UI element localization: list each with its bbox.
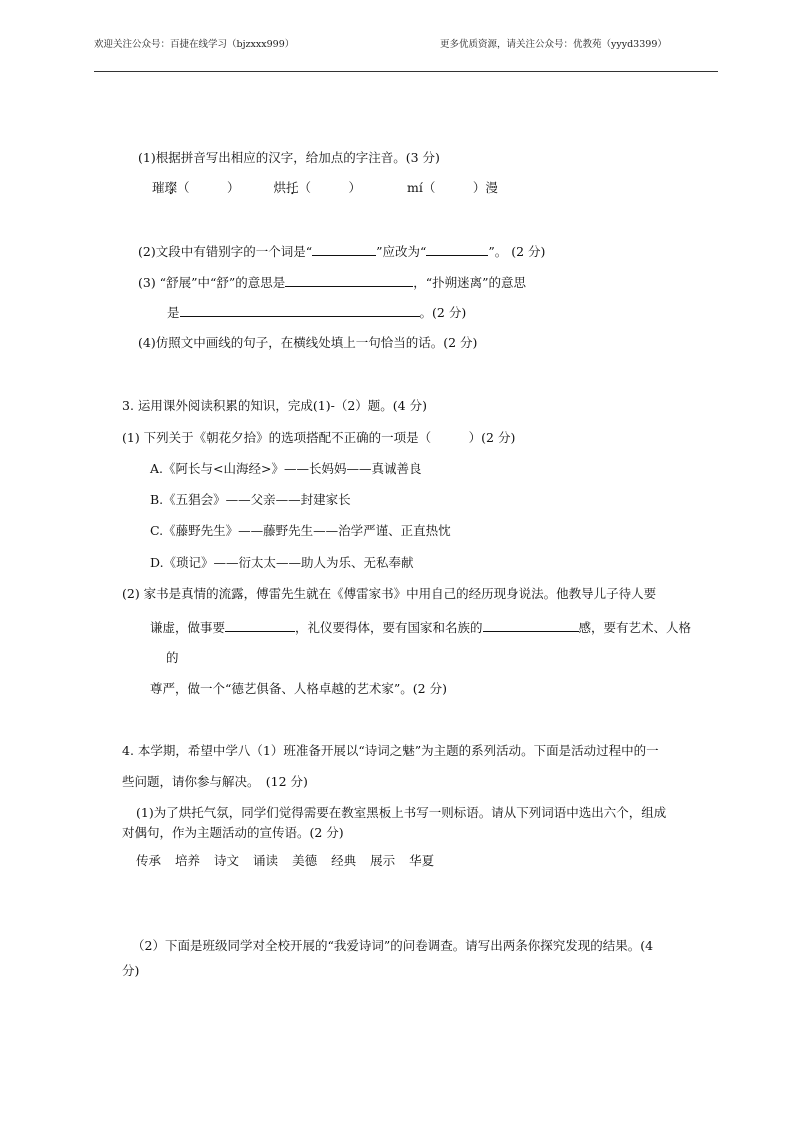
word-item: 华夏 — [409, 853, 435, 868]
word-item: 诵读 — [253, 853, 279, 868]
q2-sub3-text-d: 。(2 分) — [419, 305, 467, 320]
q2-sub1: (1)根据拼音写出相应的汉字，给加点的字注音。(3 分) — [138, 150, 440, 165]
q3-option-b: B.《五猖会》——父亲——封建家长 — [150, 492, 351, 507]
q2-sub3-text-b: ，“扑朔迷离”的意思 — [413, 275, 527, 290]
q3-part2-line4: 尊严，做一个“德艺俱备、人格卓越的艺术家”。(2 分) — [150, 681, 447, 696]
q2-sub2 — [138, 242, 545, 260]
q3-part2-text-c: 感，要有艺术、人格 — [578, 620, 692, 635]
q3-stem: 3. 运用课外阅读积累的知识，完成(1)-（2）题。(4 分) — [122, 398, 427, 413]
word-item: 美德 — [292, 853, 318, 868]
char-cui: 璀 — [152, 180, 165, 195]
blank-work-attitude[interactable] — [225, 618, 295, 632]
q3-option-c: C.《藤野先生》——藤野先生——治学严谨、正直热忱 — [150, 523, 451, 538]
q3-part2-line2 — [150, 618, 691, 636]
word-item: 培养 — [175, 853, 201, 868]
q3-part1: (1) 下列关于《朝花夕拾》的选项搭配不正确的一项是（ ）(2 分) — [122, 430, 516, 445]
q3-option-a: A.《阿长与<山海经>》——长妈妈——真诚善良 — [150, 461, 422, 476]
answer-paren-2: （ ） — [298, 180, 362, 195]
q4-sub2-line1: （2）下面是班级同学对全校开展的“我爱诗词”的问卷调查。请写出两条你探究发现的结果。(4 — [132, 938, 654, 953]
q2-sub3-line2 — [167, 303, 466, 321]
q2-sub3-text-a: (3) “舒展”中“舒”的意思是 — [138, 275, 286, 290]
q2-sub3-text-c: 是 — [167, 305, 180, 320]
q4-sub1-line1: (1)为了烘托气氛，同学们觉得需要在教室黑板上书写一则标语。请从下列词语中选出六个，组成 — [136, 805, 667, 820]
word-item: 传承 — [136, 853, 162, 868]
word-item: 诗文 — [214, 853, 240, 868]
q3-part2-line3: 的 — [166, 650, 179, 665]
q2-sub2-text-c: ”。 (2 分) — [488, 244, 546, 259]
q2-sub2-text-b: ”应改为“ — [376, 244, 427, 259]
q2-sub3-line1 — [138, 273, 526, 291]
header-left-text: 欢迎关注公众号：百捷在线学习（bjzxxx999） — [94, 39, 295, 50]
blank-national-sense[interactable] — [483, 618, 579, 632]
q3-option-d: D.《琐记》——衍太太——助人为乐、无私奉献 — [150, 555, 414, 570]
char-hong: 烘 — [273, 180, 287, 195]
blank-shu-meaning[interactable] — [285, 273, 413, 287]
char-can-dotted: 璨 — [164, 180, 178, 195]
q2-sub2-text-a: (2)文段中有错别字的一个词是“ — [138, 244, 313, 259]
q2-sub4: (4)仿照文中画线的句子，在横线处填上一句恰当的话。(2 分) — [138, 335, 478, 350]
q2-sub1-items — [152, 180, 498, 196]
q4-stem-line2: 些问题，请你参与解决。 (12 分) — [122, 774, 308, 789]
q4-word-list — [136, 853, 434, 869]
q3-part2-text-b: ，礼仪要得体，要有国家和名族的 — [295, 620, 483, 635]
word-item: 展示 — [370, 853, 396, 868]
answer-paren-1: （ ） — [177, 180, 240, 195]
q4-sub1-line2: 对偶句，作为主题活动的宣传语。(2 分) — [122, 825, 344, 840]
q3-part2-line1: (2) 家书是真情的流露，傅雷先生就在《傅雷家书》中用自己的经历现身说法。他教导儿子待人要 — [122, 586, 657, 601]
header-rule — [94, 71, 718, 72]
q4-stem-line1: 4. 本学期，希望中学八（1）班准备开展以“诗词之魅”为主题的系列活动。下面是活动过程中的一 — [122, 743, 659, 758]
word-item: 经典 — [331, 853, 357, 868]
blank-idiom-meaning[interactable] — [180, 303, 420, 317]
blank-correct-word[interactable] — [426, 242, 488, 256]
header-right-text: 更多优质资源，请关注公众号：优教苑（yyyd3399） — [440, 39, 667, 50]
q3-part2-text-a: 谦虚，做事要 — [150, 620, 226, 635]
char-tuo-dotted: 托 — [286, 180, 299, 195]
pinyin-mi-item: mí（ ）漫 — [407, 180, 498, 195]
blank-wrong-word[interactable] — [312, 242, 376, 256]
q4-sub2-line2: 分) — [122, 963, 140, 978]
